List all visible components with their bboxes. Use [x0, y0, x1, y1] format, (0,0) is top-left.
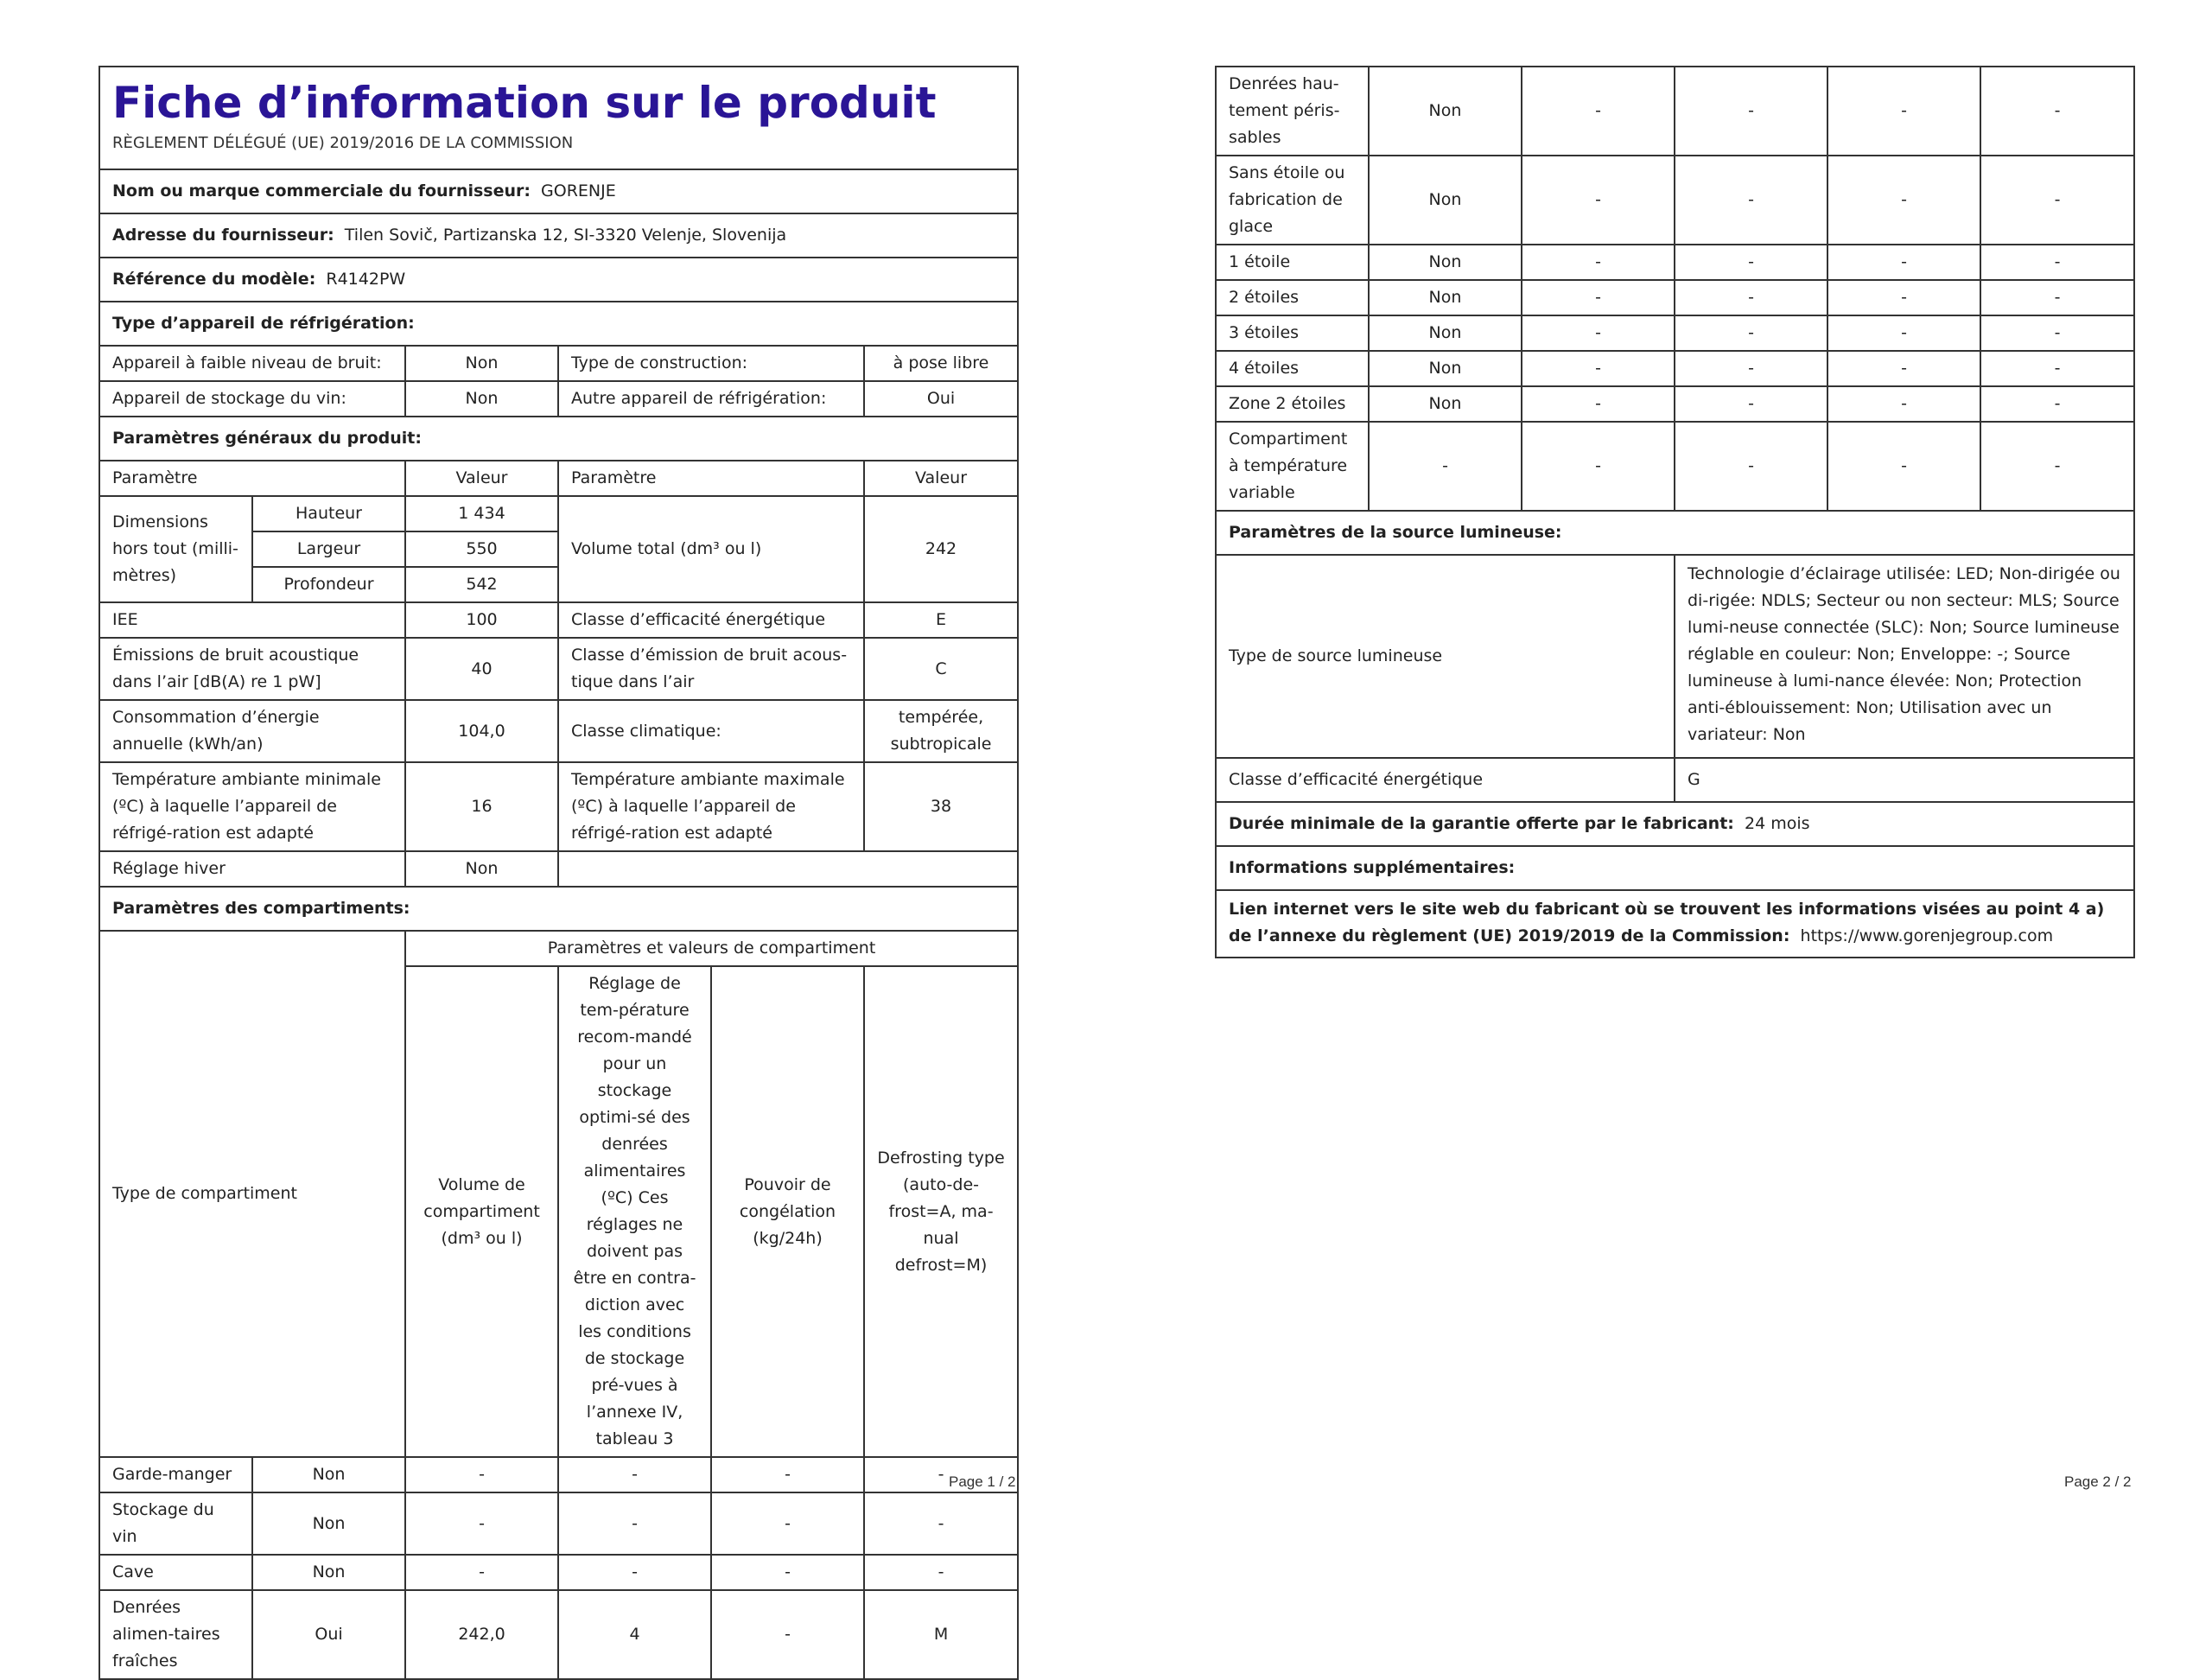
construction-label: Type de construction: — [558, 346, 864, 381]
compartment-present: Non — [1369, 280, 1522, 315]
compartment-volume: - — [1522, 156, 1675, 245]
compartment-freezing: - — [711, 1555, 864, 1590]
compartment-present: Non — [1369, 386, 1522, 422]
compartment-defrost: - — [1980, 386, 2134, 422]
light-class-value: G — [1675, 758, 2134, 802]
compartment-row — [1216, 351, 2134, 386]
compartment-temp: - — [1675, 386, 1827, 422]
compartment-name: Sans étoile ou fabrication de glace — [1216, 156, 1369, 245]
compartment-table-continued — [1215, 66, 2135, 512]
compartment-freezing: - — [711, 1457, 864, 1492]
noise-value: 40 — [405, 638, 558, 700]
compartment-row — [99, 1492, 1018, 1555]
construction-value: à pose libre — [864, 346, 1018, 381]
col-defrost: Defrosting type (auto-de-frost=A, ma-nual defrost=M) — [864, 966, 1018, 1457]
compartment-volume: - — [1522, 351, 1675, 386]
model-row — [99, 258, 1018, 302]
regulation-text: RÈGLEMENT DÉLÉGUÉ (UE) 2019/2016 DE LA COMMISSION — [112, 134, 574, 152]
compartment-defrost: - — [864, 1457, 1018, 1492]
iee-value: 100 — [405, 602, 558, 638]
warranty-label: Durée minimale de la garantie offerte par le fabricant: — [1229, 814, 1734, 833]
compartment-freezing: - — [1827, 156, 1980, 245]
compartment-temp: - — [558, 1492, 711, 1555]
compartment-name: Stockage du vin — [99, 1492, 252, 1555]
compartment-present: - — [1369, 422, 1522, 511]
compartment-defrost: M — [864, 1590, 1018, 1679]
compartment-defrost: - — [1980, 280, 2134, 315]
compartment-temp: - — [1675, 67, 1827, 156]
compartment-name: 4 étoiles — [1216, 351, 1369, 386]
page-number: Page 2 / 2 — [2064, 1473, 2132, 1490]
supplier-value: GORENJE — [541, 181, 616, 200]
header-cell — [99, 67, 1018, 169]
page-1 — [99, 66, 1017, 1680]
low-noise-value: Non — [405, 346, 558, 381]
address-row — [99, 213, 1018, 258]
compartment-defrost: - — [864, 1492, 1018, 1555]
col-freezing: Pouvoir de congélation (kg/24h) — [711, 966, 864, 1457]
compartment-present: Non — [1369, 156, 1522, 245]
compartment-temp: - — [1675, 280, 1827, 315]
compartment-name: 2 étoiles — [1216, 280, 1369, 315]
compartment-name: Compartiment à température variable — [1216, 422, 1369, 511]
compartment-volume: - — [1522, 422, 1675, 511]
compartment-name: 1 étoile — [1216, 245, 1369, 280]
light-heading: Paramètres de la source lumineuse: — [1216, 511, 2134, 555]
compartment-temp: - — [1675, 351, 1827, 386]
compartment-present: Oui — [252, 1590, 405, 1679]
depth-value: 542 — [405, 567, 558, 602]
page-title: Fiche d’information sur le produit — [112, 78, 937, 128]
link-row — [1216, 890, 2134, 958]
supplier-label: Nom ou marque commerciale du fournisseur: — [112, 181, 531, 200]
compartment-freezing: - — [711, 1590, 864, 1679]
compartment-temp: - — [1675, 245, 1827, 280]
compartment-temp: - — [1675, 422, 1827, 511]
compartment-volume: 242,0 — [405, 1590, 558, 1679]
compartment-name: Denrées alimen-taires fraîches — [99, 1590, 252, 1679]
model-value: R4142PW — [326, 270, 406, 289]
consumption-label: Consommation d’énergie annuelle (kWh/an) — [99, 700, 405, 762]
light-class-label: Classe d’efficacité énergétique — [1216, 758, 1675, 802]
address-value: Tilen Sovič, Partizanska 12, SI-3320 Velenje, Slovenija — [344, 226, 787, 245]
compartment-freezing: - — [1827, 280, 1980, 315]
winter-value: Non — [405, 851, 558, 887]
model-label: Référence du modèle: — [112, 270, 316, 289]
winter-label: Réglage hiver — [99, 851, 405, 887]
volume-value: 242 — [864, 496, 1018, 602]
energy-class-label: Classe d’efficacité énergétique — [558, 602, 864, 638]
compartment-row — [99, 1590, 1018, 1679]
compartment-defrost: - — [1980, 245, 2134, 280]
compartment-type-header: Type de compartiment — [99, 931, 405, 1457]
width-value: 550 — [405, 531, 558, 567]
volume-label: Volume total (dm³ ou l) — [558, 496, 864, 602]
min-temp-label: Température ambiante minimale (ºC) à laquelle l’appareil de réfrigé-ration est adapté — [99, 762, 405, 851]
compartment-present: Non — [1369, 245, 1522, 280]
compartment-volume: - — [1522, 280, 1675, 315]
light-table — [1215, 510, 2135, 958]
depth-label: Profondeur — [252, 567, 405, 602]
page-2 — [1215, 66, 2133, 958]
compartment-row — [1216, 386, 2134, 422]
warranty-row — [1216, 802, 2134, 846]
compartment-volume: - — [1522, 245, 1675, 280]
climate-label: Classe climatique: — [558, 700, 864, 762]
compartment-freezing: - — [711, 1492, 864, 1555]
compartment-row — [99, 1457, 1018, 1492]
max-temp-value: 38 — [864, 762, 1018, 851]
compartment-defrost: - — [1980, 315, 2134, 351]
warranty-value: 24 mois — [1744, 814, 1810, 833]
compartment-row — [1216, 67, 2134, 156]
wine-label: Appareil de stockage du vin: — [99, 381, 405, 417]
compartment-temp: - — [558, 1555, 711, 1590]
compartment-name: Denrées hau-tement péris-sables — [1216, 67, 1369, 156]
compartment-present: Non — [252, 1457, 405, 1492]
compartment-name: Garde-manger — [99, 1457, 252, 1492]
col-volume: Volume de compartiment (dm³ ou l) — [405, 966, 558, 1457]
supplier-row — [99, 169, 1018, 213]
consumption-value: 104,0 — [405, 700, 558, 762]
compartment-defrost: - — [1980, 67, 2134, 156]
param-header: Paramètre — [99, 461, 405, 496]
compartment-params-header: Paramètres et valeurs de compartiment — [405, 931, 1018, 966]
low-noise-label: Appareil à faible niveau de bruit: — [99, 346, 405, 381]
compartment-freezing: - — [1827, 67, 1980, 156]
page-number: Page 1 / 2 — [949, 1473, 1016, 1490]
compartment-defrost: - — [1980, 156, 2134, 245]
param-header: Paramètre — [558, 461, 864, 496]
empty-cell — [558, 851, 1018, 887]
min-temp-value: 16 — [405, 762, 558, 851]
compartment-volume: - — [405, 1457, 558, 1492]
compartment-present: Non — [1369, 315, 1522, 351]
noise-label: Émissions de bruit acoustique dans l’air [dB(A) re 1 pW] — [99, 638, 405, 700]
compartment-present: Non — [1369, 67, 1522, 156]
address-label: Adresse du fournisseur: — [112, 226, 334, 245]
compartment-name: 3 étoiles — [1216, 315, 1369, 351]
compartment-defrost: - — [1980, 351, 2134, 386]
compartment-defrost: - — [864, 1555, 1018, 1590]
width-label: Largeur — [252, 531, 405, 567]
dimensions-label: Dimensions hors tout (milli-mètres) — [99, 496, 252, 602]
compartment-row — [99, 1555, 1018, 1590]
compartment-freezing: - — [1827, 315, 1980, 351]
height-value: 1 434 — [405, 496, 558, 531]
compartment-row — [1216, 315, 2134, 351]
product-info-table — [99, 66, 1019, 932]
compartment-freezing: - — [1827, 422, 1980, 511]
additional-heading: Informations supplémentaires: — [1216, 846, 2134, 890]
compartment-freezing: - — [1827, 351, 1980, 386]
max-temp-label: Température ambiante maximale (ºC) à laquelle l’appareil de réfrigé-ration est adapté — [558, 762, 864, 851]
compartment-row — [1216, 245, 2134, 280]
compartment-name: Zone 2 étoiles — [1216, 386, 1369, 422]
compartment-volume: - — [1522, 67, 1675, 156]
compartment-temp: 4 — [558, 1590, 711, 1679]
compartment-temp: - — [1675, 156, 1827, 245]
compartment-name: Cave — [99, 1555, 252, 1590]
general-heading: Paramètres généraux du produit: — [99, 417, 1018, 461]
height-label: Hauteur — [252, 496, 405, 531]
link-label: Lien internet vers le site web du fabricant où se trouvent les informations visées au point 4 a) de l’annexe du règlement (UE) 2019/2019 de la Commission: — [1229, 900, 2105, 945]
type-heading: Type d’appareil de réfrigération: — [99, 302, 1018, 346]
compartments-heading: Paramètres des compartiments: — [99, 887, 1018, 931]
col-temp: Réglage de tem-pérature recom-mandé pour un stockage optimi-sé des denrées alimentaires (ºC) Ces réglages ne doivent pas être en contra-diction avec les conditions de stockage pré-vues à l’annexe IV, tableau 3 — [558, 966, 711, 1457]
compartment-row — [1216, 156, 2134, 245]
light-type-value: Technologie d’éclairage utilisée: LED; Non-dirigée ou di-rigée: NDLS; Secteur ou non secteur: MLS; Source lumi-neuse connectée (SLC): Non; Source lumineuse réglable en couleur: Non; Enveloppe: -; Source lumineuse à lumi-nance élevée: Non; Protection anti-éblouissement: Non; Utilisation avec un variateur: Non — [1675, 555, 2134, 758]
iee-label: IEE — [99, 602, 405, 638]
wine-value: Non — [405, 381, 558, 417]
other-label: Autre appareil de réfrigération: — [558, 381, 864, 417]
manufacturer-link[interactable]: https://www.gorenjegroup.com — [1800, 926, 2054, 945]
noise-class-value: C — [864, 638, 1018, 700]
compartment-freezing: - — [1827, 386, 1980, 422]
light-type-label: Type de source lumineuse — [1216, 555, 1675, 758]
compartment-present: Non — [252, 1492, 405, 1555]
value-header: Valeur — [405, 461, 558, 496]
energy-class-value: E — [864, 602, 1018, 638]
compartment-temp: - — [558, 1457, 711, 1492]
other-value: Oui — [864, 381, 1018, 417]
compartment-volume: - — [405, 1492, 558, 1555]
compartment-present: Non — [1369, 351, 1522, 386]
compartment-table — [99, 930, 1019, 1680]
compartment-volume: - — [1522, 315, 1675, 351]
compartment-defrost: - — [1980, 422, 2134, 511]
compartment-temp: - — [1675, 315, 1827, 351]
value-header: Valeur — [864, 461, 1018, 496]
compartment-row — [1216, 422, 2134, 511]
noise-class-label: Classe d’émission de bruit acous-tique dans l’air — [558, 638, 864, 700]
compartment-present: Non — [252, 1555, 405, 1590]
compartment-freezing: - — [1827, 245, 1980, 280]
compartment-row — [1216, 280, 2134, 315]
compartment-volume: - — [405, 1555, 558, 1590]
compartment-volume: - — [1522, 386, 1675, 422]
climate-value: tempérée, subtropicale — [864, 700, 1018, 762]
